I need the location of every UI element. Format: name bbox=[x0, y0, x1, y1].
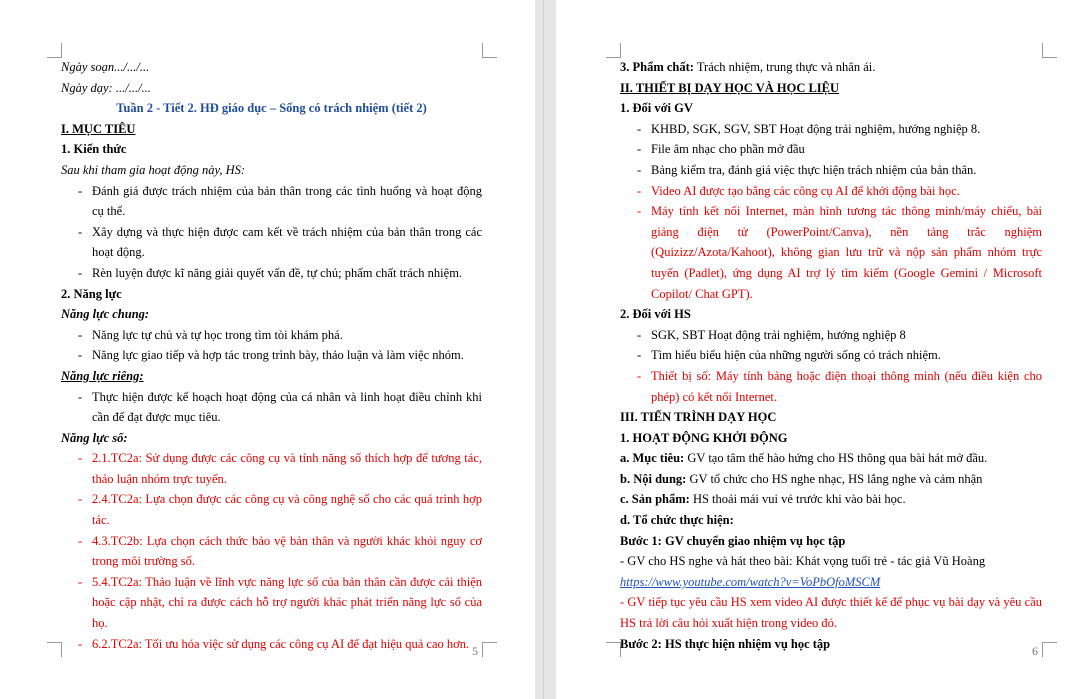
competence-heading: 2. Năng lực bbox=[61, 286, 122, 301]
page-number: 5 bbox=[472, 644, 478, 658]
list-item: - Bảng kiểm tra, đánh giá việc thực hiện trách nhiệm của bản thân. bbox=[620, 160, 1042, 181]
content-line: b. Nội dung: GV tổ chức cho HS nghe nhạc, HS lắng nghe và cảm nhận bbox=[620, 471, 983, 486]
list-item: - KHBD, SGK, SGV, SBT Hoạt động trải nghiệm, hướng nghiệp 8. bbox=[620, 119, 1042, 140]
digital-competence-heading: Năng lực số: bbox=[61, 430, 128, 445]
document-page-6 bbox=[556, 0, 1091, 699]
corner-mark bbox=[47, 43, 62, 58]
page-6-body bbox=[620, 57, 1042, 654]
song-line: - GV cho HS nghe và hát theo bài: Khát vọng tuổi trẻ - tác giả Vũ Hoàng bbox=[620, 554, 986, 569]
product-line: c. Sản phẩm: HS thoải mái vui vẻ trước khi vào bài học. bbox=[620, 492, 906, 507]
list-item: - Xây dựng và thực hiện được cam kết về trách nhiệm của bản thân trong các hoạt động. bbox=[61, 222, 482, 263]
youtube-link-line bbox=[620, 572, 1042, 593]
teach-date: Ngày dạy: .../.../... bbox=[61, 80, 151, 95]
knowledge-heading: 1. Kiến thức bbox=[61, 142, 127, 157]
prep-date: Ngày soạn.../.../... bbox=[61, 60, 150, 74]
section-equipment: II. THIẾT BỊ DẠY HỌC VÀ HỌC LIỆU bbox=[620, 80, 840, 95]
corner-mark bbox=[606, 642, 621, 657]
corner-mark bbox=[482, 43, 497, 58]
student-heading: 2. Đối với HS bbox=[620, 307, 691, 322]
corner-mark bbox=[1042, 642, 1057, 657]
page-5-body bbox=[61, 57, 482, 654]
list-item: - Rèn luyện được kĩ năng giải quyết vấn đề, tự chủ; phẩm chất trách nhiệm. bbox=[61, 263, 482, 284]
video-instruction: - GV tiếp tục yêu cầu HS xem video AI được thiết kế để phục vụ bài dạy và yêu cầu HS trả lời câu hỏi xuất hiện trong video đó. bbox=[620, 595, 1042, 631]
list-item: - Tìm hiểu biểu hiện của những người sống có trách nhiệm. bbox=[620, 345, 1042, 366]
corner-mark bbox=[47, 642, 62, 657]
section-process: III. TIẾN TRÌNH DẠY HỌC bbox=[620, 410, 777, 425]
list-item: - Thực hiện được kế hoạch hoạt động của cá nhân và linh hoạt điều chỉnh khi cần để đạt được mục tiêu. bbox=[61, 387, 482, 428]
step-1-heading: Bước 1: GV chuyển giao nhiệm vụ học tập bbox=[620, 533, 846, 548]
document-page-5 bbox=[0, 0, 535, 699]
list-item: - Năng lực tự chủ và tự học trong tìm tòi khám phá. bbox=[61, 325, 482, 346]
list-item: - 2.4.TC2a: Lựa chọn được các công cụ và công nghệ số cho các quá trình hợp tác. bbox=[61, 489, 482, 530]
list-item: - Thiết bị số: Máy tính bảng hoặc điện thoại thông minh (nếu điều kiện cho phép) có kết nối Internet. bbox=[620, 366, 1042, 407]
section-objectives: I. MỤC TIÊU bbox=[61, 121, 136, 136]
teacher-heading: 1. Đối với GV bbox=[620, 101, 693, 116]
qualities-line: 3. Phẩm chất: Trách nhiệm, trung thực và nhân ái. bbox=[620, 60, 876, 74]
corner-mark bbox=[1042, 43, 1057, 58]
list-item: - Năng lực giao tiếp và hợp tác trong trình bày, thảo luận và làm việc nhóm. bbox=[61, 345, 482, 366]
objective-line: a. Mục tiêu: GV tạo tâm thế hào hứng cho HS thông qua bài hát mở đầu. bbox=[620, 451, 988, 466]
page-gap bbox=[535, 0, 556, 699]
lesson-title: Tuần 2 - Tiết 2. HĐ giáo dục – Sống có trách nhiệm (tiết 2) bbox=[116, 101, 427, 116]
list-item: - 4.3.TC2b: Lựa chọn cách thức bảo vệ bản thân và người khác khỏi nguy cơ trong môi trường số. bbox=[61, 531, 482, 572]
specific-competence-heading: Năng lực riêng: bbox=[61, 368, 144, 383]
list-item: - Máy tính kết nối Internet, màn hình tương tác thông minh/máy chiếu, bài giảng điện tử (PowerPoint/Canva), nền tảng trắc nghiệm (Quizizz/Azota/Kahoot), không gian lưu trữ và nộp sản phẩm nhóm trực tuyến (Padlet), ứng dụng AI trợ lý tìm kiếm (Google Gemini / Microsoft Copilot/ Chat GPT). bbox=[620, 201, 1042, 304]
page-number: 6 bbox=[1032, 644, 1038, 658]
list-item: - 5.4.TC2a: Thảo luận về lĩnh vực năng lực số của bản thân cần được cải thiện hoặc cập nhật, chỉ ra được cách hỗ trợ người khác phát triển năng lực số của họ. bbox=[61, 572, 482, 634]
youtube-link[interactable]: https://www.youtube.com/watch?v=VoPbOfoMSCM bbox=[620, 574, 881, 589]
list-item: - 2.1.TC2a: Sử dụng được các công cụ và tính năng số thích hợp để tương tác, thảo luận nhóm trực tuyến. bbox=[61, 448, 482, 489]
list-item: - Đánh giá được trách nhiệm của bản thân trong các tình huống và hoạt động cụ thể. bbox=[61, 181, 482, 222]
knowledge-intro: Sau khi tham gia hoạt động này, HS: bbox=[61, 162, 246, 177]
organization-heading: d. Tổ chức thực hiện: bbox=[620, 513, 734, 528]
list-item: - SGK, SBT Hoạt động trải nghiệm, hướng nghiệp 8 bbox=[620, 325, 1042, 346]
corner-mark bbox=[482, 642, 497, 657]
list-item: - File âm nhạc cho phần mở đầu bbox=[620, 139, 1042, 160]
list-item: - 6.2.TC2a: Tối ưu hóa việc sử dụng các công cụ AI để đạt hiệu quả cao hơn. bbox=[61, 634, 482, 655]
corner-mark bbox=[606, 43, 621, 58]
general-competence-heading: Năng lực chung: bbox=[61, 307, 150, 322]
list-item: - Video AI được tạo bằng các công cụ AI để khởi động bài học. bbox=[620, 181, 1042, 202]
step-2-heading: Bước 2: HS thực hiện nhiệm vụ học tập bbox=[620, 636, 831, 651]
warmup-heading: 1. HOẠT ĐỘNG KHỞI ĐỘNG bbox=[620, 430, 788, 445]
